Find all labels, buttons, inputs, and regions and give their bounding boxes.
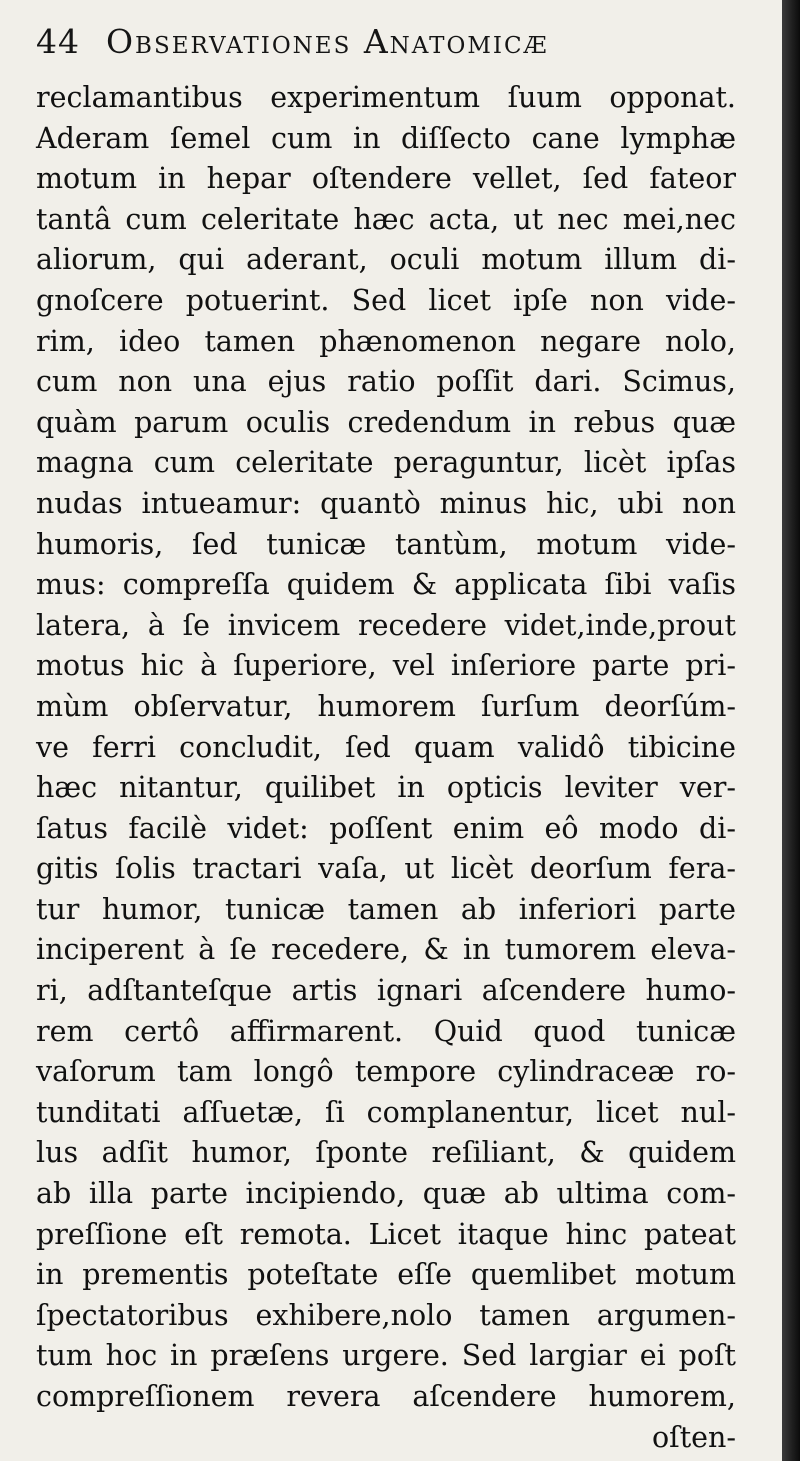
page-header	[36, 22, 549, 61]
text-line: preſſione eſt remota. Licet itaque hinc pateat	[36, 1217, 736, 1251]
text-line: rim, ideo tamen phænomenon negare nolo,	[36, 324, 736, 358]
text-line: motum in hepar oſtendere vellet, ſed fateor	[36, 162, 736, 196]
text-line: reclamantibus experimentum ſuum opponat.	[36, 81, 736, 114]
text-line: in prementis poteſtate eſſe quemlibet motum	[36, 1258, 736, 1292]
text-line: mùm obſervatur, humorem ſurſum deorſúm-	[36, 689, 736, 723]
text-line: mus: compreſſa quidem & applicata ſibi vaſis	[36, 568, 736, 602]
text-line: Aderam ſemel cum in diſſecto cane lymphæ	[36, 121, 736, 155]
text-line: inciperent à ſe recedere, & in tumorem eleva-	[36, 933, 736, 967]
text-line: tur humor, tunicæ tamen ab inferiori parte	[36, 892, 736, 926]
text-line: ri, adſtanteſque artis ignari aſcendere humo-	[36, 974, 736, 1008]
text-line: hæc nitantur, quilibet in opticis leviter ver-	[36, 771, 736, 805]
page-number: 44	[36, 22, 80, 61]
text-line: humoris, ſed tunicæ tantùm, motum vide-	[36, 527, 736, 561]
text-line: compreſſionem revera aſcendere humorem,	[36, 1380, 736, 1413]
text-line: gitis ſolis tractari vaſa, ut licèt deorſum fera-	[36, 852, 736, 886]
catchword: oſten-	[651, 1420, 736, 1454]
text-line: quàm parum oculis credendum in rebus quæ	[36, 405, 736, 439]
text-line: vaſorum tam longô tempore cylindraceæ ro-	[36, 1055, 736, 1089]
text-line: ſatus facilè videt: poſſent enim eô modo di-	[36, 811, 736, 845]
text-line: rem certô affirmarent. Quid quod tunicæ	[36, 1014, 736, 1048]
text-line: tunditati aſſuetæ, ſi complanentur, licet nul-	[36, 1095, 736, 1129]
text-line: magna cum celeritate peraguntur, licèt ipſas	[36, 446, 736, 480]
text-line: latera, à ſe invicem recedere videt,inde,prout	[36, 608, 736, 642]
page-gutter-shadow	[782, 0, 800, 1461]
text-line: gnoſcere potuerint. Sed licet ipſe non vide-	[36, 283, 736, 317]
text-line: ſpectatoribus exhibere,nolo tamen argumen-	[36, 1298, 736, 1332]
text-line: lus adſit humor, ſponte reſiliant, & quidem	[36, 1136, 736, 1170]
text-line: motus hic à ſuperiore, vel inſeriore parte pri-	[36, 649, 736, 683]
text-line: cum non una ejus ratio poſſit dari. Scimus,	[36, 365, 736, 399]
text-line: nudas intueamur: quantò minus hic, ubi non	[36, 486, 736, 520]
body-text	[36, 78, 736, 1458]
text-line: aliorum, qui aderant, oculi motum illum di-	[36, 243, 736, 277]
text-line: tum hoc in præſens urgere. Sed largiar ei poſt	[36, 1339, 736, 1373]
running-head: Observationes Anatomicæ	[106, 22, 549, 61]
text-line: tantâ cum celeritate hæc acta, ut nec mei,nec	[36, 202, 736, 236]
text-line: ve ferri concludit, ſed quam validô tibicine	[36, 730, 736, 764]
text-line: ab illa parte incipiendo, quæ ab ultima com-	[36, 1177, 736, 1211]
